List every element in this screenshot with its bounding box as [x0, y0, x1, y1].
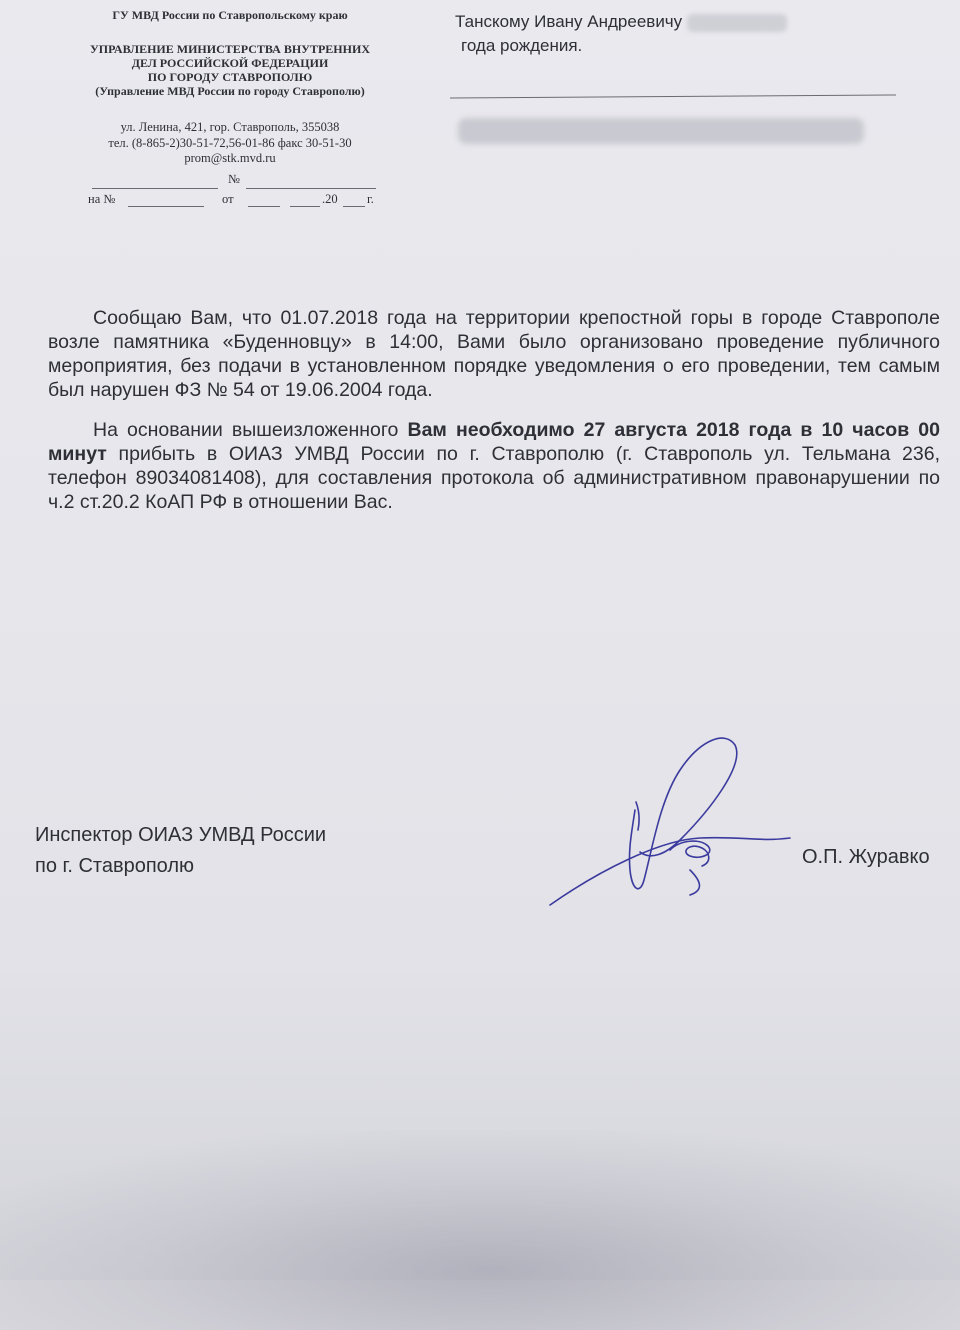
letterhead-line-3: ДЕЛ РОССИЙСКОЙ ФЕДЕРАЦИИ — [131, 56, 329, 70]
reg-date-blank — [92, 188, 218, 189]
handwritten-signature — [540, 720, 800, 920]
signatory-title-line-2: по г. Ставрополю — [35, 855, 195, 877]
redacted-birth-year — [687, 14, 787, 32]
letterhead-line-1: ГУ МВД России по Ставропольскому краю — [112, 8, 348, 22]
reg-number-label: № — [228, 172, 240, 186]
signatory-title-line-1: Инспектор ОИАЗ УМВД России — [35, 824, 327, 846]
paragraph-2 — [48, 418, 940, 514]
reply-year-suffix: г. — [367, 192, 374, 206]
addressee-line — [450, 94, 896, 98]
addressee-block — [455, 10, 787, 58]
letterhead-line-4: ПО ГОРОДУ СТАВРОПОЛЮ — [147, 70, 313, 84]
reply-from-label: от — [222, 192, 234, 206]
addressee-birth: года рождения. — [461, 36, 583, 55]
signatory-title — [35, 820, 326, 882]
shadow-overlay — [0, 1130, 960, 1330]
paragraph-1: Сообщаю Вам, что 01.07.2018 года на территории крепостной горы в городе Ставрополе возле памятника «Буденновцу» в 14:00, Вами было организовано проведение публичного мероприятия, без подачи в установленном порядке уведомления о его проведении, тем самым был нарушен ФЗ № 54 от 19.06.2004 года. — [48, 307, 940, 401]
reply-to-blank — [128, 206, 204, 207]
letterhead-line-2: УПРАВЛЕНИЕ МИНИСТЕРСТВА ВНУТРЕННИХ — [90, 42, 370, 56]
letter-body — [48, 306, 940, 514]
paragraph-2-start: На основании вышеизложенного — [93, 419, 408, 441]
reply-year-blank — [343, 206, 365, 207]
letterhead-email: prom@stk.mvd.ru — [184, 151, 276, 165]
reg-number-blank — [246, 188, 376, 189]
reply-month-blank — [290, 206, 320, 207]
addressee-name: Танскому Ивану Андреевичу — [455, 12, 683, 31]
letterhead-address: ул. Ленина, 421, гор. Ставрополь, 355038 — [120, 120, 340, 134]
letterhead-phones: тел. (8-865-2)30-51-72,56-01-86 факс 30-51-30 — [108, 135, 352, 150]
reply-to-label: на № — [88, 192, 116, 206]
paragraph-2-end: прибыть в ОИАЗ УМВД России по г. Ставрополю (г. Ставрополь ул. Тельмана 236, телефон 89034081408), для составления протокола об административном правонарушении по ч.2 ст.20.2 КоАП РФ в отношении Вас. — [48, 443, 940, 513]
redacted-address — [458, 118, 864, 144]
paragraph-2-bold: Вам необходимо 27 августа 2018 года в 10 часов 00 минут — [48, 419, 940, 465]
reply-year-label: .20 — [322, 192, 338, 206]
letterhead-line-5: (Управление МВД России по городу Ставрополю) — [95, 84, 365, 98]
letterhead — [40, 8, 420, 167]
reply-day-blank — [248, 206, 280, 207]
signatory-name: О.П. Журавко — [802, 846, 930, 868]
